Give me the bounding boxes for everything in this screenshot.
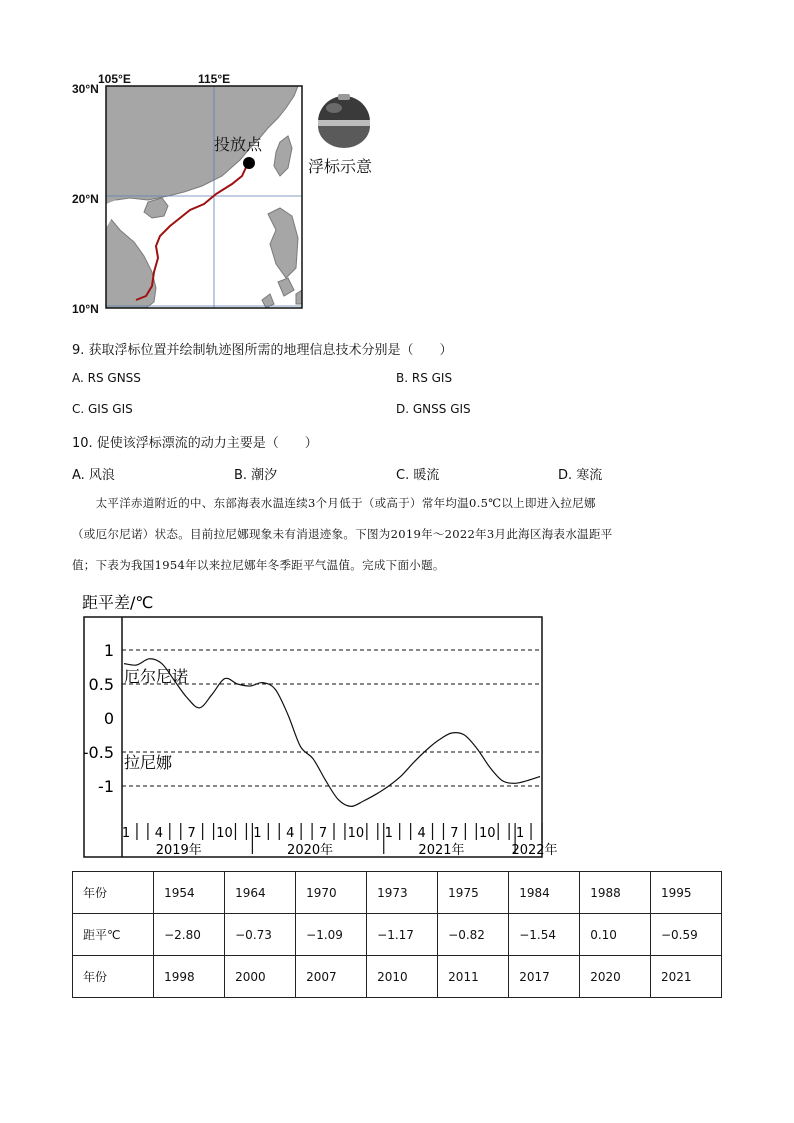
table-cell: 1954	[154, 872, 225, 914]
passage-line-1: 太平洋赤道附近的中、东部海表水温连续3个月低于（或高于）常年均温0.5℃以上即进入拉尼娜	[72, 496, 596, 510]
chart-x-tick-label: 7	[318, 826, 328, 841]
chart-y-axis-label: 距平差/℃	[82, 593, 154, 612]
question-9-option-c: C. GIS GIS	[72, 402, 133, 416]
table-cell: 2000	[225, 956, 296, 998]
chart-y-tick-label: 0	[103, 709, 114, 728]
table-cell: 2020	[580, 956, 651, 998]
el-nino-annotation: 厄尔尼诺	[124, 667, 189, 686]
passage-line-2: （或厄尔尼诺）状态。目前拉尼娜现象未有消退迹象。下图为2019年～2022年3月此海区海表水温距平	[72, 527, 613, 541]
table-cell: 0.10	[580, 914, 651, 956]
chart-x-tick-label: 4	[417, 826, 426, 841]
table-cell: 1998	[154, 956, 225, 998]
chart-x-tick-label: 1	[384, 826, 393, 841]
question-10-option-b: B. 潮汐	[234, 468, 278, 483]
chart-y-tick-label: 1	[103, 641, 114, 660]
table-row	[73, 956, 722, 998]
chart-x-tick-label: 7	[450, 826, 459, 841]
table-cell: 2021	[650, 956, 721, 998]
table-row-header: 年份	[73, 872, 154, 914]
question-10-stem: 10. 促使该浮标漂流的动力主要是（ ）	[72, 436, 318, 451]
table-cell: −0.82	[438, 914, 509, 956]
table-cell: −1.09	[296, 914, 367, 956]
sst-anomaly-chart-svg	[72, 588, 572, 860]
question-10-option-a: A. 风浪	[72, 468, 115, 483]
table-cell: 1995	[650, 872, 721, 914]
question-9-option-b: B. RS GIS	[396, 371, 453, 385]
table-cell: 1964	[225, 872, 296, 914]
table-cell: 1975	[438, 872, 509, 914]
table-cell: −1.17	[367, 914, 438, 956]
chart-y-tick-label: 0.5	[88, 675, 114, 694]
lon-label-105e: 105°E	[98, 72, 131, 86]
chart-x-tick-label: 10	[347, 826, 365, 841]
chart-year-label: 2021年	[418, 843, 465, 858]
question-9-stem: 9. 获取浮标位置并绘制轨迹图所需的地理信息技术分别是（ ）	[72, 343, 453, 358]
table-cell: −2.80	[154, 914, 225, 956]
chart-x-tick-label: 10	[478, 826, 496, 841]
buoy-caption: 浮标示意	[308, 157, 373, 176]
trajectory-map	[72, 68, 392, 320]
table-row-header: 年份	[73, 956, 154, 998]
sst-anomaly-chart	[72, 588, 572, 860]
chart-y-tick-label: -0.5	[82, 743, 114, 762]
table-cell: 2017	[509, 956, 580, 998]
table-row	[73, 872, 722, 914]
table-cell: 1970	[296, 872, 367, 914]
chart-x-tick-label: 1	[121, 826, 131, 841]
chart-year-label: 2020年	[287, 843, 334, 858]
chart-year-label: 2019年	[155, 843, 202, 858]
table-cell: 1973	[367, 872, 438, 914]
lat-label-30n: 30°N	[72, 82, 99, 96]
release-point-label: 投放点	[214, 135, 263, 154]
release-point-marker	[243, 157, 255, 169]
table-cell: −0.59	[650, 914, 721, 956]
lat-label-20n: 20°N	[72, 192, 99, 206]
table-cell: 2011	[438, 956, 509, 998]
table-cell: 1984	[509, 872, 580, 914]
chart-year-label: 2022年	[511, 843, 558, 858]
passage-text	[72, 488, 722, 581]
table-cell: 2007	[296, 956, 367, 998]
chart-x-tick-label: 4	[154, 826, 163, 841]
chart-x-tick-label: 4	[286, 826, 295, 841]
la-nina-winter-anomaly-table	[72, 871, 722, 998]
chart-x-tick-label: 1	[253, 826, 262, 841]
buoy-illustration	[318, 94, 370, 148]
chart-y-tick-label: -1	[98, 777, 114, 796]
question-10-option-d: D. 寒流	[558, 468, 603, 483]
table-row-header: 距平℃	[73, 914, 154, 956]
passage-line-3: 值；下表为我国1954年以来拉尼娜年冬季距平气温值。完成下面小题。	[72, 558, 445, 572]
chart-x-tick-label: 7	[187, 826, 196, 841]
question-9-option-a: A. RS GNSS	[72, 371, 141, 385]
lon-label-115e: 115°E	[198, 72, 231, 86]
table-cell: 1988	[580, 872, 651, 914]
chart-x-tick-label: 1	[515, 826, 525, 841]
table-cell: 2010	[367, 956, 438, 998]
la-nina-annotation: 拉尼娜	[124, 753, 173, 772]
chart-x-tick-label: 10	[216, 826, 233, 841]
chart-outer-frame	[84, 617, 542, 857]
trajectory-map-figure	[72, 68, 392, 320]
question-9-option-d: D. GNSS GIS	[396, 402, 471, 416]
question-10-option-c: C. 暖流	[396, 468, 440, 483]
table-row	[73, 914, 722, 956]
lat-label-10n: 10°N	[72, 302, 99, 316]
table-cell: −1.54	[509, 914, 580, 956]
table-cell: −0.73	[225, 914, 296, 956]
